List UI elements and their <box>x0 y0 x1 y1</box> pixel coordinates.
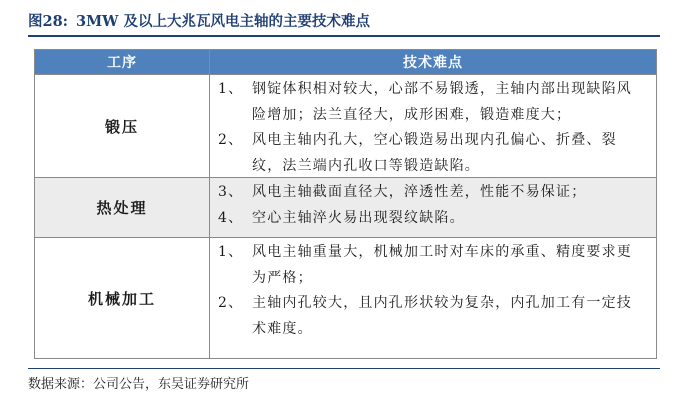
list-item <box>218 291 646 342</box>
header-difficulty: 技术难点 <box>403 55 463 71</box>
figure-number: 图28: <box>28 13 69 30</box>
table-row <box>35 177 656 237</box>
difficulty-table <box>34 49 657 359</box>
item-text: 风电主轴重量大，机械加工时对车床的承重、精度要求更为严格； <box>252 244 632 286</box>
list-item <box>218 206 646 232</box>
item-text: 风电主轴内孔大，空心锻造易出现内孔偏心、折叠、裂纹，法兰端内孔收口等锻造缺陷。 <box>252 132 617 174</box>
process-cell: 锻压 <box>35 75 210 177</box>
figure-title <box>28 10 370 31</box>
item-number: 1、 <box>218 244 244 260</box>
table-row <box>35 74 656 177</box>
item-text: 主轴内孔较大，且内孔形状较为复杂，内孔加工有一定技术难度。 <box>252 295 632 337</box>
figure-caption: 3MW 及以上大兆瓦风电主轴的主要技术难点 <box>76 13 371 30</box>
table-row <box>35 237 656 358</box>
source-note: 数据来源：公司公告，东吴证券研究所 <box>28 377 250 392</box>
item-number: 1、 <box>218 81 244 97</box>
list-item <box>218 128 646 179</box>
list-item <box>218 77 646 128</box>
item-text: 钢锭体积相对较大，心部不易锻透，主轴内部出现缺陷风险增加；法兰直径大，成形困难，锻造难度大； <box>252 81 632 123</box>
item-number: 2、 <box>218 295 244 311</box>
item-number: 3、 <box>218 184 244 200</box>
item-text: 空心主轴淬火易出现裂纹缺陷。 <box>252 209 465 226</box>
source-rule <box>28 368 660 369</box>
header-process: 工序 <box>35 50 210 74</box>
difficulty-cell <box>210 75 656 177</box>
difficulty-cell <box>210 178 656 237</box>
item-number: 4、 <box>218 209 244 226</box>
process-cell: 热处理 <box>35 178 210 237</box>
list-item <box>218 180 646 206</box>
title-rule <box>28 35 660 37</box>
difficulty-cell <box>210 238 656 358</box>
item-text: 风电主轴截面直径大，淬透性差，性能不易保证； <box>252 184 587 200</box>
list-item <box>218 240 646 291</box>
item-number: 2、 <box>218 132 244 148</box>
process-cell: 机械加工 <box>35 238 210 358</box>
table-header <box>35 50 656 74</box>
